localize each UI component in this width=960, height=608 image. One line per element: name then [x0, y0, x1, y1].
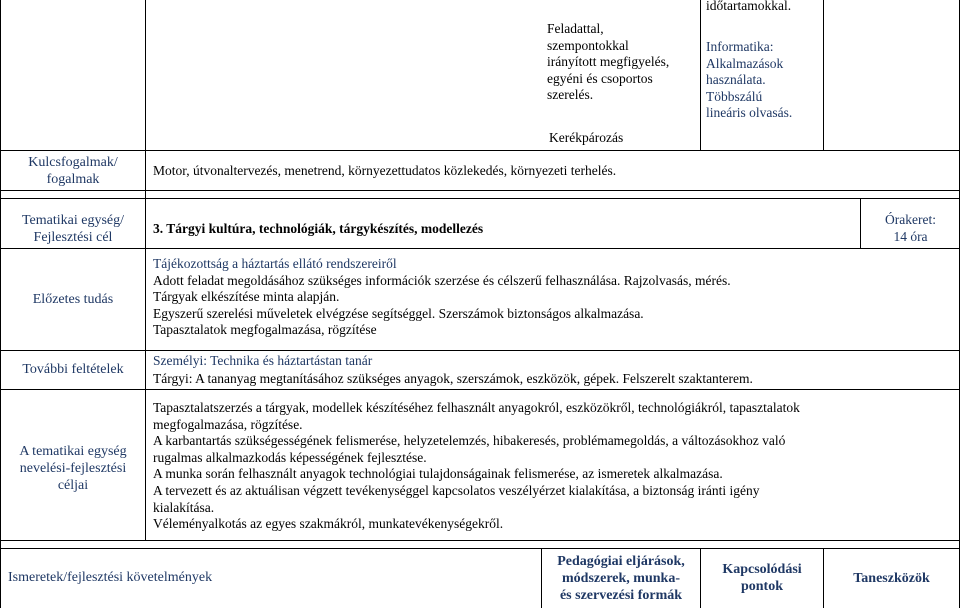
hline-unit-top [0, 198, 960, 199]
label-column-divider [145, 0, 146, 540]
top-col2-line: lineáris olvasás. [706, 105, 793, 121]
prior-line: Tárgyak elkészítése minta alapján. [153, 289, 340, 305]
top-col1-extra: Kerékpározás [549, 130, 624, 145]
top-col1-line: szempontokkal [547, 37, 629, 53]
footer-links-line: pontok [740, 579, 784, 594]
goals-line: Véleményalkotás az egyes szakmákról, munkatevékenységekről. [153, 516, 504, 532]
top-col1-line: egyéni és csoportos [547, 70, 653, 86]
top-col1-line: irányított megfigyelés, [547, 54, 670, 70]
top-col1-line: szerelés. [547, 87, 594, 103]
hline-top-section [0, 150, 960, 151]
top-col2-text [706, 39, 821, 122]
goals-line: A karbantartás szükségességének felismerése, helyzetelemzés, hibakeresés, problémamegoldás, a változásokhoz való [153, 433, 786, 449]
hline-prior-bottom [0, 350, 960, 351]
prior-text [153, 256, 731, 339]
further-line: Tárgyi: A tananyag megtanításához szükséges anyagok, szerszámok, eszközök, gépek. Felszerelt szaktanterem. [153, 370, 753, 386]
goals-line: rugalmas alkalmazkodás képességének fejlesztése. [153, 449, 427, 465]
row-label-prior: Előzetes tudás [32, 292, 114, 307]
row-label-further: További feltételek [22, 362, 124, 377]
goals-line: megfogalmazása, rögzítése. [153, 416, 303, 432]
top-col2-line: Informatika: [706, 39, 774, 54]
prior-line: Tapasztalatok megfogalmazása, rögzítése [153, 322, 377, 338]
prior-line: Egyszerű szerelési műveletek elvégzése segítséggel. Szerszámok biztonságos alkalmazása. [153, 305, 644, 321]
footer-methods-line: Pedagógiai eljárások, [557, 554, 685, 569]
table-border-left [0, 0, 1, 608]
row-label-goals: A tematikai egység nevelési-fejlesztési céljai [19, 444, 127, 493]
goals-line: kialakítása. [153, 499, 215, 515]
goals-text [153, 400, 800, 533]
footer-methods [542, 553, 700, 604]
further-line: Személyi: Technika és háztartástan tanár [153, 353, 373, 368]
hline-goals-bottom [0, 540, 960, 541]
goals-line: A tervezett és az aktuálisan végzett tevékenységgel kapcsolatos veszélyérzet kialakítása, a biztonság iránti igény [153, 482, 760, 498]
further-text [153, 352, 753, 387]
top-col-divider-1 [700, 0, 701, 150]
top-col2-line: Alkalmazások [706, 55, 784, 71]
hline-key-concepts-bottom [0, 190, 960, 191]
top-col-divider-2 [823, 0, 824, 150]
top-col2-line: Többszálú [706, 88, 763, 104]
hours-divider [860, 198, 861, 248]
hline-footer-top [0, 548, 960, 549]
top-col2-line0: időtartamokkal. [706, 0, 792, 13]
footer-methods-line: módszerek, munka- [562, 571, 680, 586]
goals-line: Tapasztalatszerzés a tárgyak, modellek készítéséhez felhasznált anyagokról, eszközökről, technológiákról, tapasztalatok [153, 400, 800, 415]
unit-title: 3. Tárgyi kultúra, technológiák, tárgykészítés, modellezés [153, 221, 484, 236]
prior-line: Tájékozottság a háztartás ellátó rendszereiről [153, 256, 397, 271]
row-label-key-concepts: Kulcsfogalmak/ fogalmak [28, 155, 118, 187]
key-concepts-text: Motor, útvonaltervezés, menetrend, környezettudatos közlekedés, környezeti terhelés. [153, 163, 617, 178]
hline-unit-bottom [0, 248, 960, 249]
footer-links-line: Kapcsolódási [722, 562, 802, 577]
footer-tools: Taneszközök [853, 571, 930, 586]
prior-line: Adott feladat megoldásához szükséges információk szerzése és célszerű felhasználása. Rajzolvasás, mérés. [153, 272, 731, 288]
hline-further-bottom [0, 389, 960, 390]
row-label-unit: Tematikai egység/ Fejlesztési cél [21, 213, 125, 245]
goals-line: A munka során felhasznált anyagok technológiai tulajdonságainak felismerése, az ismeretek alkalmazása. [153, 466, 723, 482]
footer-methods-line: és szervezési formák [559, 588, 683, 603]
top-col2-line: használata. [706, 72, 766, 88]
top-col1-line: Feladattal, [547, 21, 604, 36]
hours-box [862, 211, 959, 245]
top-col1-text [547, 21, 697, 104]
hours-value: 14 óra [893, 229, 928, 244]
footer-knowledge: Ismeretek/fejlesztési követelmények [8, 570, 213, 585]
footer-links [701, 561, 823, 595]
hours-label: Órakeret: [885, 212, 936, 227]
